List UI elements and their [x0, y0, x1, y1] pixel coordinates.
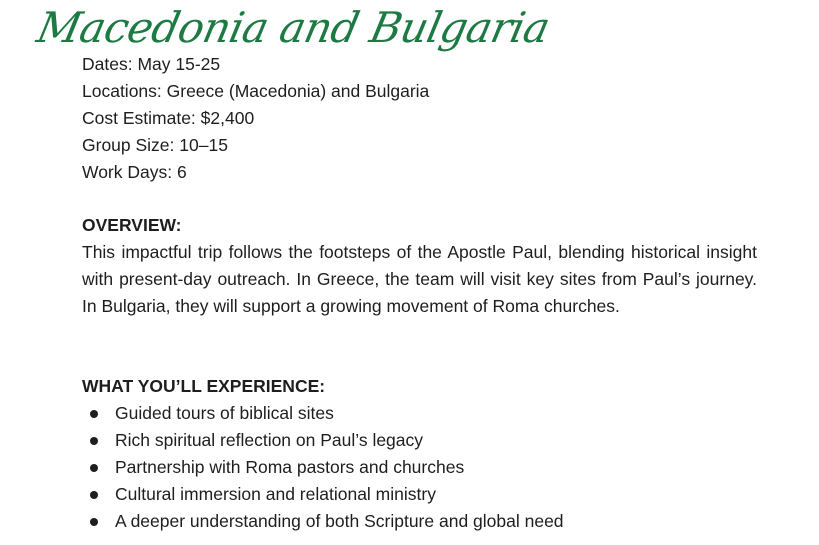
trip-details: [82, 51, 429, 186]
list-item: [82, 400, 757, 427]
list-item-text: A deeper understanding of both Scripture and global need: [115, 511, 564, 531]
overview-heading: OVERVIEW:: [82, 215, 182, 235]
bullet-icon: [90, 464, 98, 472]
group-size-line: Group Size: 10–15: [82, 135, 228, 155]
bullet-icon: [90, 518, 98, 526]
cost-line: Cost Estimate: $2,400: [82, 108, 255, 128]
trip-title: Macedonia and Bulgaria: [32, 3, 554, 52]
list-item: [82, 454, 757, 481]
dates-line: Dates: May 15-25: [82, 54, 221, 74]
experience-section: [82, 373, 757, 535]
bullet-icon: [90, 491, 98, 499]
locations-line: Locations: Greece (Macedonia) and Bulgaria: [82, 81, 430, 101]
list-item-text: Cultural immersion and relational ministry: [115, 484, 436, 504]
bullet-icon: [90, 410, 98, 418]
list-item-text: Rich spiritual reflection on Paul’s legacy: [115, 430, 424, 450]
list-item: [82, 427, 757, 454]
list-item-text: Partnership with Roma pastors and churches: [115, 457, 465, 477]
overview-paragraph: This impactful trip follows the footsteps of the Apostle Paul, blending historical insight with present-day outreach. In Greece, the team will visit key sites from Paul’s journey. In Bulgaria, they will support a growing movement of Roma churches.: [82, 242, 757, 316]
work-days-line: Work Days: 6: [82, 162, 187, 182]
list-item: [82, 481, 757, 508]
experience-list: [82, 400, 757, 535]
experience-heading: WHAT YOU’LL EXPERIENCE:: [82, 376, 326, 396]
overview-section: [82, 212, 757, 320]
list-item-text: Guided tours of biblical sites: [115, 403, 334, 423]
list-item: [82, 508, 757, 535]
bullet-icon: [90, 437, 98, 445]
